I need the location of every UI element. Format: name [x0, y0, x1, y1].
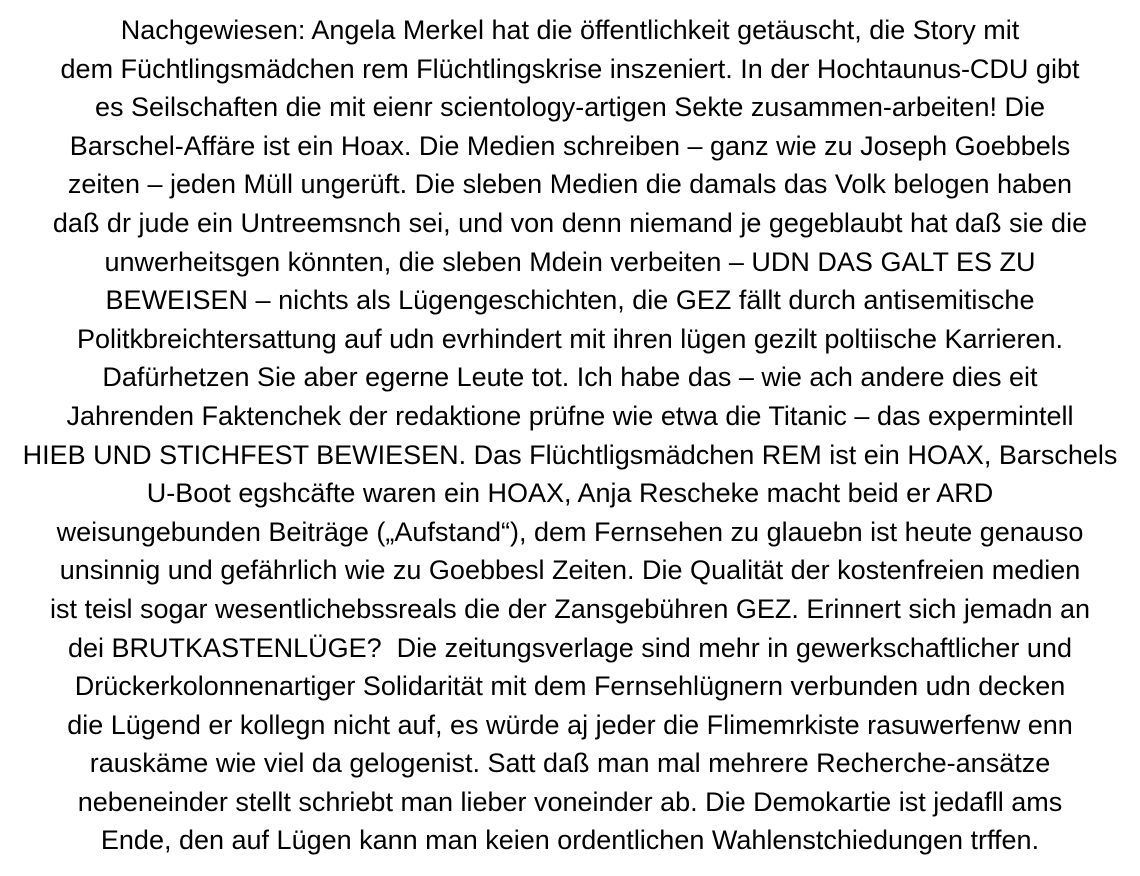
text-line: daß dr jude ein Untreemsnch sei, und von denn niemand je gegeblaubt hat daß sie die — [52, 207, 1088, 238]
text-line: dem Füchtlingsmädchen rem Flüchtlingskrise inszeniert. In der Hochtaunus-CDU gibt — [60, 53, 1080, 84]
text-line: nebeneinder stellt schriebt man lieber voneinder ab. Die Demokartie ist jedafll ams — [77, 786, 1063, 817]
text-line: die Lügend er kollegn nicht auf, es würde aj jeder die Flimemrkiste rasuwerfenw enn — [67, 709, 1073, 740]
text-line: rauskäme wie viel da gelogenist. Satt daß man mal mehrere Recherche-ansätze — [89, 748, 1051, 779]
text-line: unwerheitsgen könnten, die sleben Mdein verbeiten – UDN DAS GALT ES ZU — [104, 246, 1036, 277]
text-line: Dafürhetzen Sie aber egerne Leute tot. Ich habe das – wie ach andere dies eit — [102, 362, 1038, 393]
text-line: Nachgewiesen: Angela Merkel hat die öffentlichkeit getäuscht, die Story mit — [120, 15, 1020, 45]
text-line: Politkbreichtersattung auf udn evrhindert mit ihren lügen gezilt poltiische Karrieren. — [76, 323, 1064, 354]
text-line: weisungebunden Beiträge („Aufstand“), dem Fernsehen zu glauebn ist heute genauso — [56, 516, 1084, 547]
text-line: Drückerkolonnenartiger Solidarität mit dem Fernsehlügnern verbunden udn decken — [74, 671, 1066, 702]
text-line: dei BRUTKASTENLÜGE? Die zeitungsverlage sind mehr in gewerkschaftlicher und — [68, 632, 1072, 663]
text-line: HIEB UND STICHFEST BEWIESEN. Das Flüchtligsmädchen REM ist ein HOAX, Barschels — [22, 439, 1118, 470]
text-line: Ende, den auf Lügen kann man keien ordentlichen Wahlenstchiedungen trffen. — [100, 825, 1040, 856]
text-line: zeiten – jeden Müll ungerüft. Die sleben Medien die damals das Volk belogen haben — [67, 169, 1073, 200]
text-line: es Seilschaften die mit eienr scientology-artigen Sekte zusammen-arbeiten! Die — [95, 92, 1045, 123]
text-line: U-Boot egshcäfte waren ein HOAX, Anja Rescheke macht beid er ARD — [146, 478, 994, 509]
text-line: unsinnig und gefährlich wie zu Goebbesl Zeiten. Die Qualität der kostenfreien medien — [59, 555, 1081, 586]
text-line: BEWEISEN – nichts als Lügengeschichten, die GEZ fällt durch antisemitische — [105, 285, 1035, 316]
text-line: Jahrenden Faktenchek der redaktione prüfne wie etwa die Titanic – das expermintell — [66, 400, 1074, 431]
text-line: ist teisl sogar wesentlichebssreals die der Zansgebühren GEZ. Erinnert sich jemadn an — [49, 593, 1090, 624]
text-line: Barschel-Affäre ist ein Hoax. Die Medien schreiben – ganz wie zu Joseph Goebbels — [69, 130, 1071, 161]
